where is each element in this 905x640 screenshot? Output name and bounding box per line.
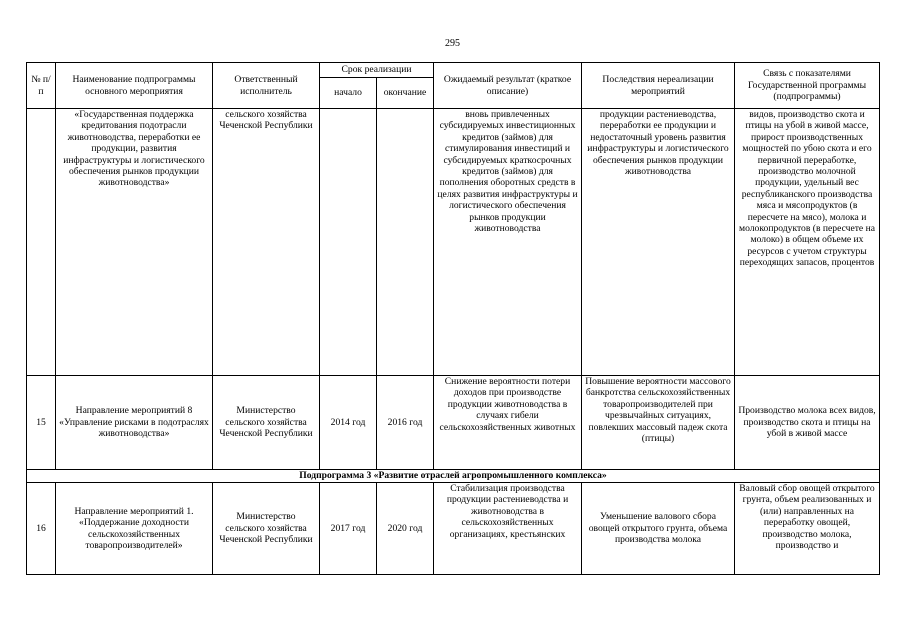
row-link: видов, производство скота и птицы на убой в живой массе, прирост производственных мощностей по убою скота и его первичной переработке, производство молочной продукции, удельный вес республиканского производства мяса и мясопродуктов (в пересчете на мясо), молока и молокопродуктов (в пересчете на молоко) в общем объеме их ресурсов с учетом структуры переходящих запасов, процентов [735,109,880,376]
row-start: 2014 год [320,376,377,470]
row-num: 15 [27,376,56,470]
row-start: 2017 год [320,483,377,575]
row-end [377,109,434,376]
row-result: Стабилизация производства продукции растениеводства и животноводства в сельскохозяйственных организациях, крестьянских [434,483,582,575]
row-num [27,109,56,376]
header-start: начало [320,78,377,109]
header-num: № п/п [27,63,56,109]
header-consequences: Последствия нереализации мероприятий [582,63,735,109]
header-period: Срок реализации [320,63,434,78]
row-consequences: Повышение вероятности массового банкротства сельскохозяйственных товаропроизводителей при чрезвычайных ситуациях, повлекших массовый падеж скота (птицы) [582,376,735,470]
table-row [27,109,880,376]
row-name: Направление мероприятий 8 «Управление рисками в подотраслях животноводства» [56,376,213,470]
row-start [320,109,377,376]
header-result: Ожидаемый результат (краткое описание) [434,63,582,109]
row-executor: Министерство сельского хозяйства Чеченской Республики [213,483,320,575]
row-executor: Министерство сельского хозяйства Чеченской Республики [213,376,320,470]
header-name: Наименование подпрограммы основного мероприятия [56,63,213,109]
row-end: 2020 год [377,483,434,575]
activities-table [26,62,880,575]
section-row [27,470,880,483]
row-num: 16 [27,483,56,575]
page-number: 295 [445,38,460,49]
section-title: Подпрограмма 3 «Развитие отраслей агропромышленного комплекса» [27,470,880,483]
header-end: окончание [377,78,434,109]
row-result: Снижение вероятности потери доходов при производстве продукции животноводства в случаях гибели сельскохозяйственных животных [434,376,582,470]
table-row [27,483,880,575]
row-end: 2016 год [377,376,434,470]
row-result: вновь привлеченных субсидируемых инвестиционных кредитов (займов) для стимулирования инвестиций и субсидируемых краткосрочных кредитов (займов) для пополнения оборотных средств в целях развития инфраструктуры и логистического обеспечения рынков продукции животноводства [434,109,582,376]
header-link: Связь с показателями Государственной программы (подпрограммы) [735,63,880,109]
row-link: Валовый сбор овощей открытого грунта, объем реализованных и (или) направленных на переработку овощей, производство молока, производство и [735,483,880,575]
row-consequences: продукции растениеводства, переработки ее продукции и недостаточный уровень развития инфраструктуры и логистического обеспечения рынков продукции животноводства [582,109,735,376]
row-link: Производство молока всех видов, производство скота и птицы на убой в живой массе [735,376,880,470]
row-executor: сельского хозяйства Чеченской Республики [213,109,320,376]
row-name: «Государственная поддержка кредитования подотрасли животноводства, переработки ее продукции, развития инфраструктуры и логистического обеспечения рынков продукции животноводства» [56,109,213,376]
row-name: Направление мероприятий 1. «Поддержание доходности сельскохозяйственных товаропроизводителей» [56,483,213,575]
row-consequences: Уменьшение валового сбора овощей открытого грунта, объема производства молока [582,483,735,575]
table-row [27,376,880,470]
header-executor: Ответственный исполнитель [213,63,320,109]
